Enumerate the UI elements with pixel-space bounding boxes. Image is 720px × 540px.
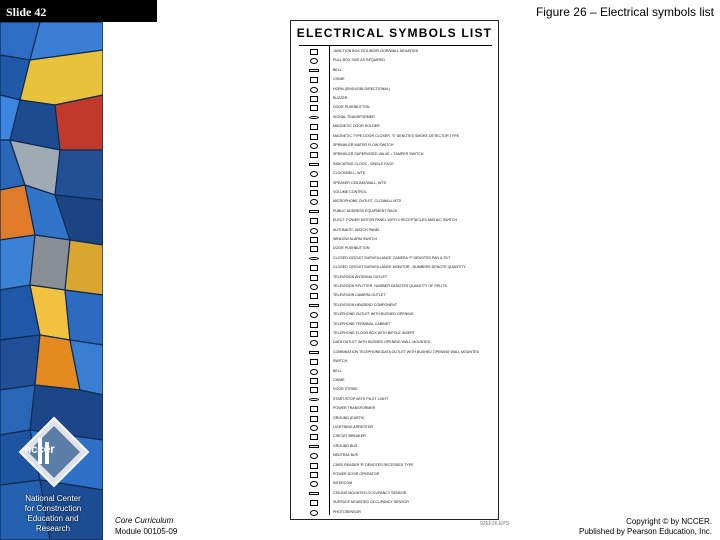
electrical-symbol-icon: [301, 480, 327, 488]
electrical-symbol-icon: [301, 339, 327, 347]
electrical-symbol-icon: [301, 443, 327, 451]
electrical-symbol-icon: [301, 415, 327, 423]
electrical-symbol-icon: [301, 236, 327, 244]
symbol-description: GROUND (EARTH): [333, 415, 365, 420]
electrical-symbol-icon: [301, 490, 327, 498]
symbol-description: DOOR PUSHBUTTON: [333, 246, 370, 251]
symbol-description: START/STOP WITH PILOT LIGHT: [333, 396, 389, 401]
symbol-description: TELEVISION ANTENNA OUTLET: [333, 274, 388, 279]
electrical-symbol-icon: [301, 198, 327, 206]
electrical-symbol-icon: [301, 255, 327, 263]
symbol-description: MAGNETIC DOOR HOLDER: [333, 124, 380, 129]
symbol-description: AUTOMATIC WATCH PANEL: [333, 227, 381, 232]
symbol-description: JUNCTION BOX CEILING/FLOOR/WALL MOUNTED: [333, 49, 419, 53]
electrical-symbol-icon: [301, 170, 327, 178]
symbol-description: TELEVISION CAMERA OUTLET: [333, 293, 386, 298]
symbol-description: TELEPHONE TERMINAL CABINET: [333, 321, 391, 326]
electrical-symbol-icon: [301, 245, 327, 253]
electrical-symbol-icon: [301, 396, 327, 404]
symbol-description: TELEPHONE OUTLET WITH BUSHED OPENING: [333, 312, 414, 317]
symbol-description: CHIME: [333, 77, 345, 82]
electrical-symbol-icon: [301, 48, 327, 56]
org-line: Education and: [27, 514, 79, 523]
electrical-symbol-icon: [301, 405, 327, 413]
org-line: National Center: [25, 494, 81, 503]
electrical-symbol-icon: [301, 208, 327, 216]
org-line: Research: [35, 524, 71, 533]
electrical-symbol-icon: [301, 386, 327, 394]
symbol-description: POWER TRANSFORMER: [333, 406, 376, 411]
sheet-heading: ELECTRICAL SYMBOLS LIST: [296, 26, 493, 40]
curriculum-info: [115, 515, 177, 537]
electrical-symbol-icon: [301, 349, 327, 357]
symbol-description: NEUTRAL BUS: [333, 453, 359, 458]
logo-wordmark: nccer: [24, 442, 55, 456]
module-number: Module 00105-09: [115, 527, 178, 536]
electrical-symbol-icon: [301, 151, 327, 159]
electrical-symbol-icon: [301, 161, 327, 169]
symbol-description: DATA OUTLET WITH BUSHED OPENING WALL MOUNTED: [333, 340, 431, 345]
electrical-symbol-icon: [301, 274, 327, 282]
symbol-description: HORN (SINGLE/BI-DIRECTIONAL): [333, 86, 390, 91]
symbol-description: DOOR PUSHBUTTON: [333, 105, 370, 110]
symbol-description: LIGHTNING ARRESTER: [333, 425, 373, 429]
symbol-description: TELEPHONE FLOOR BOX WITH BIPOLE INSERT: [333, 331, 416, 335]
symbol-description: SPRINKLER WATER FLOW SWITCH: [333, 143, 394, 147]
electrical-symbol-icon: [301, 114, 327, 122]
copyright-notice: [579, 517, 712, 537]
symbol-row: [299, 508, 492, 518]
electrical-symbol-icon: [301, 302, 327, 310]
symbol-description: CARD READER 'R' DENOTES RECESSED TYPE: [333, 462, 414, 467]
electrical-symbol-icon: [301, 321, 327, 329]
electrical-symbol-icon: [301, 509, 327, 517]
symbol-description: BUZZER: [333, 96, 348, 100]
electrical-symbol-icon: [301, 452, 327, 460]
symbol-description: PHOTOSENSOR: [333, 509, 361, 514]
symbol-description: TELEVISION HEADEND COMPONENT: [333, 302, 398, 307]
symbol-description: SPEAKER CEILING/WALL, WTD: [333, 180, 387, 185]
electrical-symbol-icon: [301, 330, 327, 338]
symbol-description: CLOSED CIRCUIT SURVEILLANCE CAMERA 'P' DENOTES PAN & TILT: [333, 255, 451, 260]
electrical-symbol-icon: [301, 104, 327, 112]
electrical-symbols-sheet: [290, 20, 499, 520]
publisher-line: Published by Pearson Education, Inc.: [579, 527, 712, 536]
electrical-symbol-icon: [301, 123, 327, 131]
symbols-table: [299, 45, 492, 515]
symbol-description: CLOCK/BELL, WTD: [333, 171, 366, 176]
electrical-symbol-icon: [301, 264, 327, 272]
electrical-symbol-icon: [301, 499, 327, 507]
organization-name: [8, 494, 98, 534]
electrical-symbol-icon: [301, 227, 327, 235]
symbol-description: MAGNETIC TYPE DOOR CLOSER, 'S' DENOTES SMOKE DETECTOR TYPE: [333, 133, 459, 138]
symbol-description: PULL BOX SIZE AS REQUIRED: [333, 58, 385, 63]
symbol-description: CHIME: [333, 378, 345, 382]
electrical-symbol-icon: [301, 292, 327, 300]
org-line: for Construction: [24, 504, 82, 513]
electrical-symbol-icon: [301, 180, 327, 188]
curriculum-title: Core Curriculum: [115, 516, 174, 525]
symbol-description: SPRINKLER SUPERVISED VALVE = TAMPER SWITCH: [333, 152, 424, 157]
electrical-symbol-icon: [301, 142, 327, 150]
symbol-description: ELECT. POWER MOTOR PANEL WITH 4 RECEPTACLES AND A/C SWITCH: [333, 218, 458, 223]
symbol-description: BELL: [333, 67, 342, 72]
symbol-description: WINDOW ALARM SWITCH: [333, 237, 378, 241]
symbol-description: SIGNAL TRANSFORMER: [333, 114, 375, 119]
electrical-symbol-icon: [301, 311, 327, 319]
symbol-description: MICROPHONE OUTLET, CLG/WALL MTD: [333, 199, 402, 204]
electrical-symbol-icon: [301, 433, 327, 441]
symbol-description: CIRCUIT BREAKER: [333, 434, 366, 439]
electrical-symbol-icon: [301, 57, 327, 65]
figure-file-code: 92EF26.EPS: [480, 521, 509, 527]
electrical-symbol-icon: [301, 462, 327, 470]
symbol-description: VOLUME CONTROL: [333, 190, 367, 194]
copyright-line: Copyright © by NCCER.: [626, 517, 712, 526]
symbol-description: DOOR STRIKE: [333, 387, 358, 392]
electrical-symbol-icon: [301, 217, 327, 225]
symbol-description: TELEVISION SPLITTER, NUMBER DENOTES QUANTITY OF SPLITS: [333, 284, 447, 288]
symbol-description: CEILING MOUNTED OCCUPANCY SENSOR: [333, 490, 407, 495]
symbol-description: PUBLIC ADDRESS EQUIPMENT RACK: [333, 208, 398, 213]
electrical-symbol-icon: [301, 358, 327, 366]
electrical-symbol-icon: [301, 189, 327, 197]
symbol-description: GROUND BUS: [333, 443, 358, 448]
electrical-symbol-icon: [301, 424, 327, 432]
figure-caption: Figure 26 – Electrical symbols list: [535, 5, 714, 19]
slide-number: Slide 42: [0, 0, 157, 22]
symbol-description: BELL: [333, 368, 342, 373]
symbol-description: POWER DOOR OPERATOR: [333, 472, 380, 476]
electrical-symbol-icon: [301, 133, 327, 141]
electrical-symbol-icon: [301, 283, 327, 291]
electrical-symbol-icon: [301, 471, 327, 479]
electrical-symbol-icon: [301, 86, 327, 94]
electrical-symbol-icon: [301, 95, 327, 103]
symbol-description: INTERCOM: [333, 481, 353, 486]
electrical-symbol-icon: [301, 368, 327, 376]
symbol-description: INDICATING CLOCK - SINGLE FACE: [333, 161, 394, 166]
symbol-description: COMBINATION TELEPHONE/DATA OUTLET WITH BUSHED OPENING WALL MOUNTED: [333, 349, 480, 354]
symbol-description: SWITCH: [333, 359, 348, 364]
symbol-description: SURFACE MOUNTED OCCUPANCY SENSOR: [333, 500, 409, 505]
symbol-description: CLOSED CIRCUIT SURVEILLANCE MONITOR - NUMBERS DENOTE QUANTITY: [333, 265, 466, 270]
electrical-symbol-icon: [301, 67, 327, 75]
electrical-symbol-icon: [301, 377, 327, 385]
electrical-symbol-icon: [301, 76, 327, 84]
